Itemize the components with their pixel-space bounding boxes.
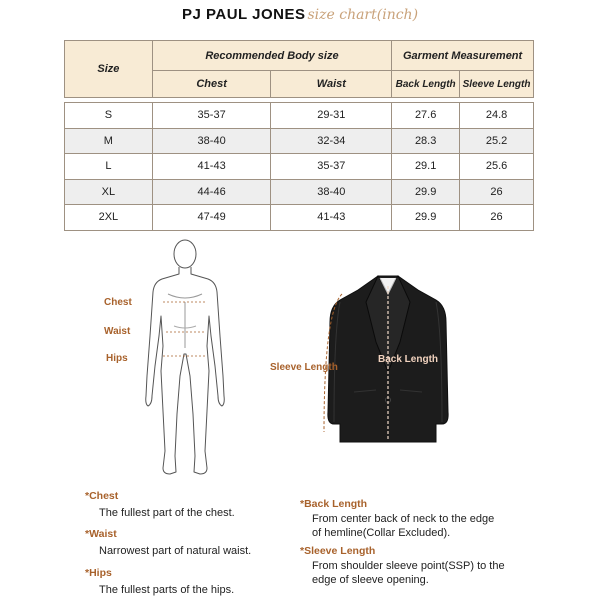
chart-subtitle: size chart(inch)	[307, 7, 419, 23]
back-length-definition-text-1: From center back of neck to the edge	[312, 513, 495, 525]
sleeve-length-definition-text-1: From shoulder sleeve point(SSP) to the	[312, 560, 505, 572]
back-length-cell: 29.9	[392, 179, 460, 205]
waist-column-header: Waist	[271, 71, 392, 98]
waist-cell: 35-37	[271, 154, 392, 180]
back-length-column-header: Back Length	[392, 71, 460, 98]
back-length-cell: 29.1	[392, 154, 460, 180]
back-length-definition-text-2: of hemline(Collar Excluded).	[312, 527, 451, 539]
hips-definition-heading: *Hips	[85, 567, 112, 579]
body-hips-label: Hips	[106, 353, 128, 364]
back-length-cell: 29.9	[392, 205, 460, 231]
jacket-sleeve-length-label: Sleeve Length	[270, 362, 338, 373]
chest-cell: 41-43	[152, 154, 271, 180]
sleeve-length-definition-text-2: edge of sleeve opening.	[312, 574, 429, 586]
size-cell: M	[65, 128, 153, 154]
back-length-cell: 27.6	[392, 103, 460, 129]
waist-definition-text: Narrowest part of natural waist.	[99, 545, 252, 557]
waist-cell: 32-34	[271, 128, 392, 154]
waist-cell: 41-43	[271, 205, 392, 231]
size-cell: L	[65, 154, 153, 180]
back-length-cell: 28.3	[392, 128, 460, 154]
jacket-back-length-label: Back Length	[378, 354, 439, 365]
chest-definition-heading: *Chest	[85, 490, 119, 502]
waist-definition-heading: *Waist	[85, 528, 117, 540]
size-table	[64, 40, 534, 231]
chest-definition-text: The fullest part of the chest.	[99, 507, 235, 519]
chart-title	[0, 6, 600, 24]
sleeve-length-cell: 25.2	[460, 128, 534, 154]
table-row	[65, 205, 534, 231]
size-column-header: Size	[65, 41, 153, 98]
body-waist-label: Waist	[104, 326, 131, 337]
chest-cell: 38-40	[152, 128, 271, 154]
chest-column-header: Chest	[152, 71, 271, 98]
hips-definition-text: The fullest parts of the hips.	[99, 584, 235, 596]
table-row	[65, 154, 534, 180]
waist-cell: 38-40	[271, 179, 392, 205]
size-cell: XL	[65, 179, 153, 205]
size-cell: S	[65, 103, 153, 129]
size-cell: 2XL	[65, 205, 153, 231]
body-chest-label: Chest	[104, 297, 132, 308]
chest-cell: 47-49	[152, 205, 271, 231]
chest-cell: 35-37	[152, 103, 271, 129]
waist-cell: 29-31	[271, 103, 392, 129]
table-row	[65, 128, 534, 154]
sleeve-length-definition-heading: *Sleeve Length	[300, 545, 376, 557]
body-figure-illustration	[130, 236, 240, 484]
chest-cell: 44-46	[152, 179, 271, 205]
brand-name: PJ PAUL JONES	[181, 6, 306, 23]
sleeve-length-cell: 25.6	[460, 154, 534, 180]
sleeve-length-cell: 26	[460, 205, 534, 231]
body-size-group-header: Recommended Body size	[152, 41, 391, 71]
garment-group-header: Garment Measurement	[392, 41, 534, 71]
sleeve-length-column-header: Sleeve Length	[460, 71, 534, 98]
table-row	[65, 103, 534, 129]
sleeve-length-cell: 26	[460, 179, 534, 205]
table-row	[65, 179, 534, 205]
sleeve-length-cell: 24.8	[460, 103, 534, 129]
back-length-definition-heading: *Back Length	[300, 498, 368, 510]
